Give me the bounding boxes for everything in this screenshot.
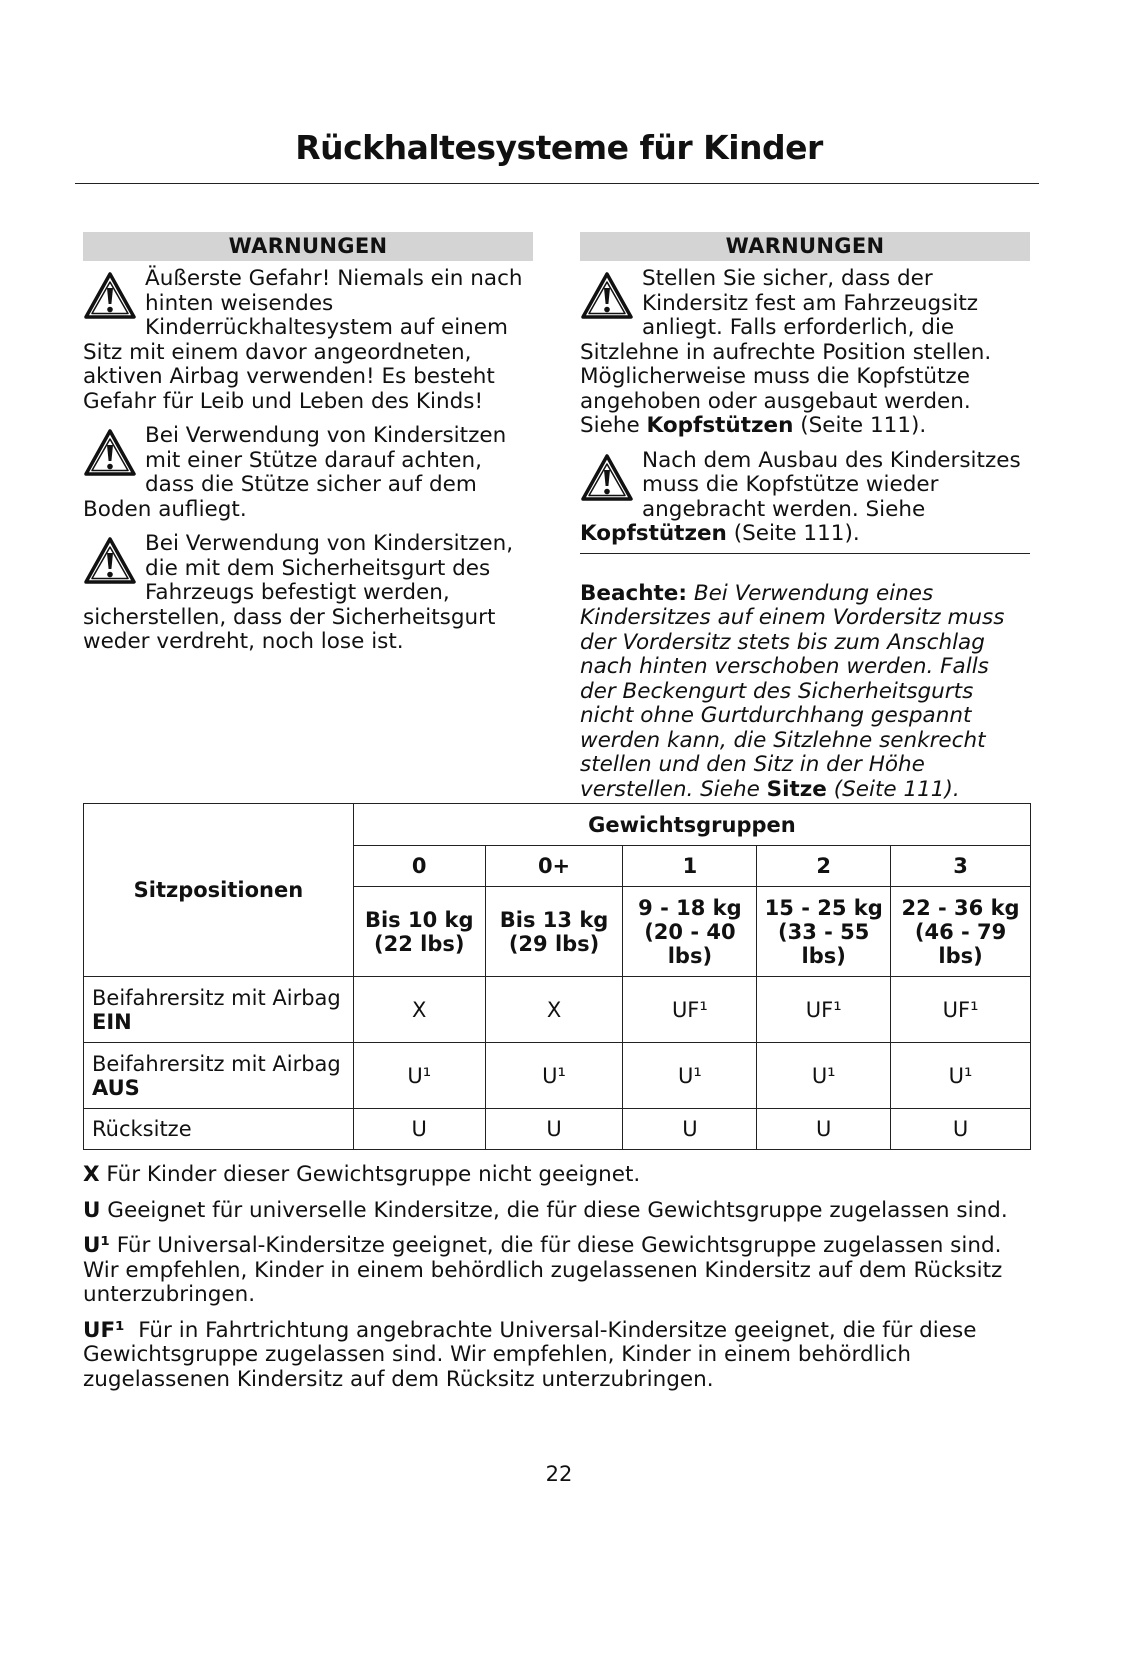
table-legend: [83, 1163, 1043, 1403]
warnings-header: WARNUNGEN: [580, 232, 1030, 261]
legend-text: Geeignet für universelle Kindersitze, die für diese Gewichtsgruppe zugelassen sind.: [100, 1197, 1008, 1223]
table-cell: UF¹: [757, 977, 891, 1043]
warning-item: [83, 267, 533, 414]
warning-item: [83, 424, 533, 522]
warning-text: Nach dem Ausbau des Kindersitzes muss die Kopfstütze wieder angebracht werden. Siehe: [642, 447, 1021, 522]
warning-triangle-icon: [83, 426, 137, 480]
table-cell: U¹: [891, 1043, 1031, 1109]
table-cell: U: [891, 1109, 1031, 1150]
seat-position-label: Rücksitze: [84, 1109, 354, 1150]
cross-reference-link[interactable]: Kopfstützen: [646, 413, 794, 438]
legend-key: U: [83, 1197, 101, 1223]
seat-position-label: Beifahrersitz mit Airbag AUS: [84, 1043, 354, 1109]
title-divider: [75, 183, 1039, 184]
page-reference: (Seite 111).: [726, 521, 860, 546]
legend-key: U¹: [83, 1233, 110, 1258]
table-cell: UF¹: [891, 977, 1031, 1043]
legend-item: [83, 1199, 1043, 1224]
legend-text: Für in Fahrtrichtung angebrachte Universal-Kindersitze geeignet, die für diese Gewichtsgruppe zugelassen sind. Wir empfehlen, Kinder in einem behördlich zugelassenen Kindersitz auf dem Rücksitz unterzubringen.: [83, 1317, 984, 1392]
table-cell: U¹: [757, 1043, 891, 1109]
table-cell: U: [353, 1109, 485, 1150]
page-title: Rückhaltesysteme für Kinder: [295, 128, 823, 167]
warnings-header: WARNUNGEN: [83, 232, 533, 261]
warning-triangle-icon: [83, 534, 137, 588]
warning-triangle-icon: [83, 269, 137, 323]
table-cell: X: [485, 977, 623, 1043]
group-header: 0+: [485, 846, 623, 887]
legend-key: X: [83, 1162, 100, 1187]
weight-range-cell: Bis 10 kg (22 lbs): [353, 887, 485, 977]
legend-item: [83, 1234, 1043, 1308]
page-reference: (Seite 111).: [793, 413, 927, 438]
table-cell: U¹: [353, 1043, 485, 1109]
legend-text: Für Universal-Kindersitze geeignet, die für diese Gewichtsgruppe zugelassen sind. Wir empfehlen, Kinder in einem behördlich zugelassenen Kindersitz auf dem Rücksitz unterzubringen.: [83, 1233, 1003, 1307]
seat-position-label: Beifahrersitz mit Airbag EIN: [84, 977, 354, 1043]
warning-text: Äußerste Gefahr! Niemals ein nach hinten weisendes Kinderrückhaltesystem auf einem Sitz mit einem davor angeordneten, aktiven Airbag verwenden! Es besteht Gefahr für Leib und Leben des Kinds!: [83, 266, 523, 414]
table-row: [84, 977, 1031, 1043]
note-label: Beachte:: [580, 580, 687, 606]
warning-item: [580, 267, 1030, 439]
note-text: Bei Verwendung eines Kindersitzes auf einem Vordersitz muss der Vordersitz stets bis zum Anschlag nach hinten verschoben werden. Falls der Beckengurt des Sicherheitsgurts nicht ohne Gurtdurchhang gespannt werden kann, die Sitzlehne senkrecht stellen und den Sitz in der Höhe verstellen. Siehe: [580, 580, 1005, 802]
group-header: 2: [757, 846, 891, 887]
weight-range-cell: 22 - 36 kg (46 - 79 lbs): [891, 887, 1031, 977]
table-cell: U¹: [623, 1043, 757, 1109]
legend-item: [83, 1319, 1043, 1393]
table-cell: UF¹: [623, 977, 757, 1043]
warning-triangle-icon: [580, 451, 634, 505]
warning-triangle-icon: [580, 269, 634, 323]
table-row: [84, 1109, 1031, 1150]
right-warnings-column: [580, 232, 1030, 802]
weight-range-cell: 9 - 18 kg (20 - 40 lbs): [623, 887, 757, 977]
table-cell: U: [485, 1109, 623, 1150]
legend-key: UF¹: [83, 1317, 125, 1343]
page-reference: (Seite 111).: [826, 776, 960, 802]
cross-reference-link[interactable]: Kopfstützen: [580, 521, 727, 546]
left-warnings-column: [83, 232, 533, 655]
note-paragraph: [580, 582, 1030, 803]
seat-compatibility-table: [83, 803, 1031, 1150]
legend-item: [83, 1163, 1043, 1188]
weight-groups-header: Gewichtsgruppen: [353, 804, 1030, 846]
group-header: 3: [891, 846, 1031, 887]
weight-range-cell: 15 - 25 kg (33 - 55 lbs): [757, 887, 891, 977]
warning-item: [83, 532, 533, 655]
cross-reference-link[interactable]: Sitze: [766, 776, 827, 802]
table-cell: U¹: [485, 1043, 623, 1109]
group-header: 1: [623, 846, 757, 887]
warning-text: Bei Verwendung von Kindersitzen, die mit dem Sicherheitsgurt des Fahrzeugs befestigt werden, sicherstellen, dass der Sicherheitsgurt weder verdreht, noch lose ist.: [83, 531, 514, 654]
page-number: 22: [545, 1462, 573, 1486]
warnings-end-divider: [580, 553, 1030, 554]
seat-positions-header: Sitzpositionen: [84, 804, 354, 977]
warning-item: [580, 449, 1030, 547]
group-header: 0: [353, 846, 485, 887]
table-cell: U: [757, 1109, 891, 1150]
warning-text: Stellen Sie sicher, dass der Kindersitz fest am Fahrzeugsitz anliegt. Falls erforderlich, die Sitzlehne in aufrechte Position stellen. Möglicherweise muss die Kopfstütze angehoben oder ausgebaut werden. Siehe: [580, 266, 992, 438]
table-cell: U: [623, 1109, 757, 1150]
table-cell: X: [353, 977, 485, 1043]
table-row: [84, 1043, 1031, 1109]
legend-text: Für Kinder dieser Gewichtsgruppe nicht geeignet.: [99, 1162, 641, 1187]
weight-range-cell: Bis 13 kg (29 lbs): [485, 887, 623, 977]
warning-text: Bei Verwendung von Kindersitzen mit einer Stütze darauf achten, dass die Stütze sicher auf dem Boden aufliegt.: [83, 423, 507, 522]
